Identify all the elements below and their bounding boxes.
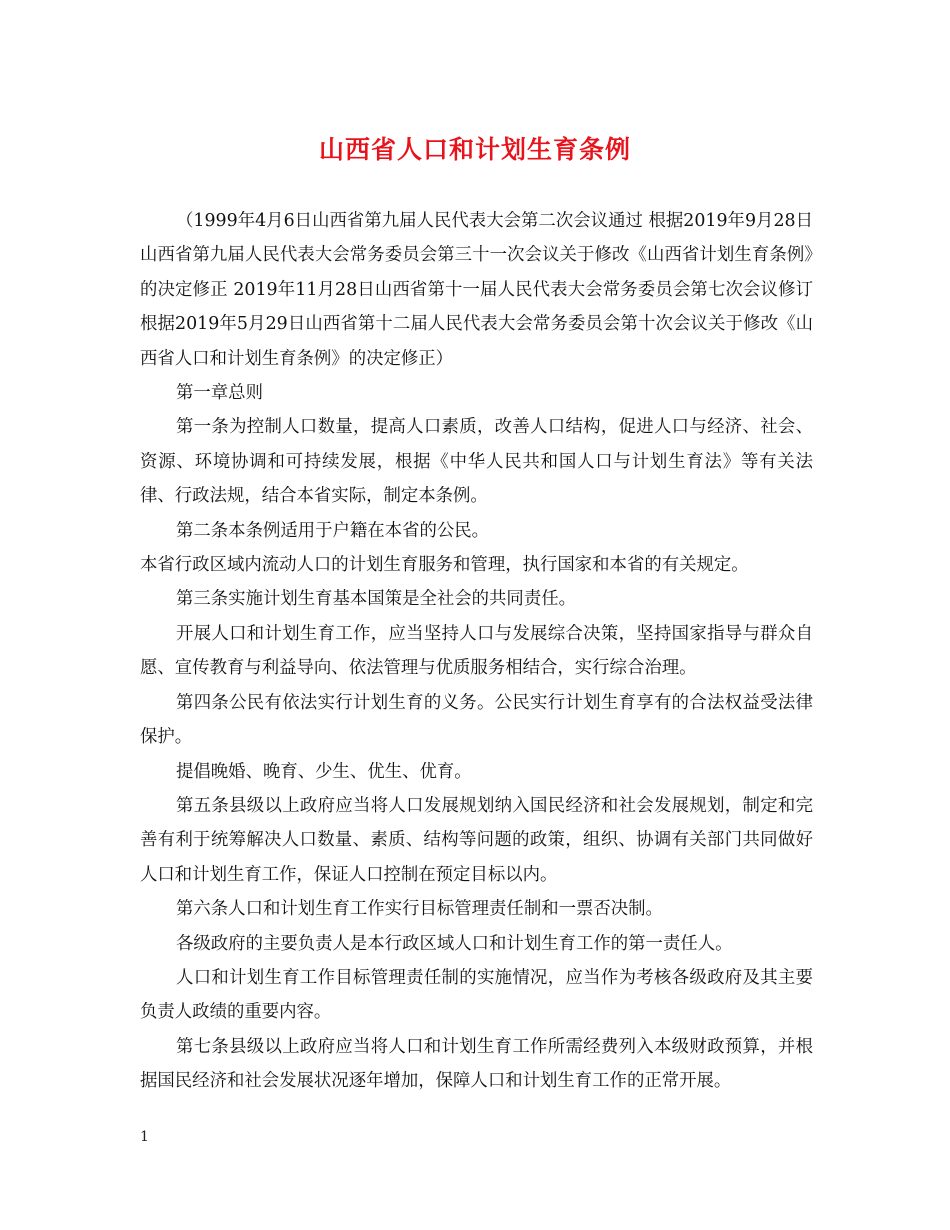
document-body — [140, 204, 813, 1099]
document-title: 山西省人口和计划生育条例 — [318, 135, 631, 164]
paragraph-article-1: 第一条为控制人口数量，提高人口素质，改善人口结构，促进人口与经济、社会、资源、环境协调和可持续发展，根据《中华人民共和国人口与计划生育法》等有关法律、行政法规，结合本省实际，制定本条例。 — [140, 417, 813, 507]
paragraph-article-5: 第五条县级以上政府应当将人口发展规划纳入国民经济和社会发展规划，制定和完善有利于统筹解决人口数量、素质、结构等问题的政策，组织、协调有关部门共同做好人口和计划生育工作，保证人口控制在预定目标以内。 — [140, 795, 813, 885]
page-number: 1 — [140, 1129, 149, 1145]
paragraph-article-3: 第三条实施计划生育基本国策是全社会的共同责任。 — [176, 589, 576, 610]
paragraph-article-7: 第七条县级以上政府应当将人口和计划生育工作所需经费列入本级财政预算，并根据国民经济和社会发展状况逐年增加，保障人口和计划生育工作的正常开展。 — [140, 1036, 813, 1092]
paragraph-article-6: 第六条人口和计划生育工作实行目标管理责任制和一票否决制。 — [176, 899, 663, 920]
paragraph-article-3-clause: 开展人口和计划生育工作，应当坚持人口与发展综合决策，坚持国家指导与群众自愿、宣传教育与利益导向、依法管理与优质服务相结合，实行综合治理。 — [140, 623, 813, 679]
paragraph-preamble: （1999年4月6日山西省第九届人民代表大会第二次会议通过 根据2019年9月28日山西省第九届人民代表大会常务委员会第三十一次会议关于修改《山西省计划生育条例》的决定修正 2019年11月28日山西省第十一届人民代表大会常务委员会第七次会议修订 根据2019年5月29日山西省第十二届人民代表大会常务委员会第十次会议关于修改《山西省人口和计划生育条例》的决定修正） — [140, 211, 813, 369]
paragraph-article-4-clause: 提倡晚婚、晚育、少生、优生、优育。 — [176, 761, 472, 782]
paragraph-article-6-clause-1: 各级政府的主要负责人是本行政区域人口和计划生育工作的第一责任人。 — [176, 933, 733, 954]
paragraph-article-6-clause-2: 人口和计划生育工作目标管理责任制的实施情况，应当作为考核各级政府及其主要负责人政绩的重要内容。 — [140, 967, 813, 1023]
paragraph-chapter-heading: 第一章总则 — [176, 383, 263, 404]
paragraph-article-4: 第四条公民有依法实行计划生育的义务。公民实行计划生育享有的合法权益受法律保护。 — [140, 692, 813, 748]
paragraph-article-2-clause: 本省行政区域内流动人口的计划生育服务和管理，执行国家和本省的有关规定。 — [140, 555, 749, 576]
paragraph-article-2: 第二条本条例适用于户籍在本省的公民。 — [176, 520, 490, 541]
